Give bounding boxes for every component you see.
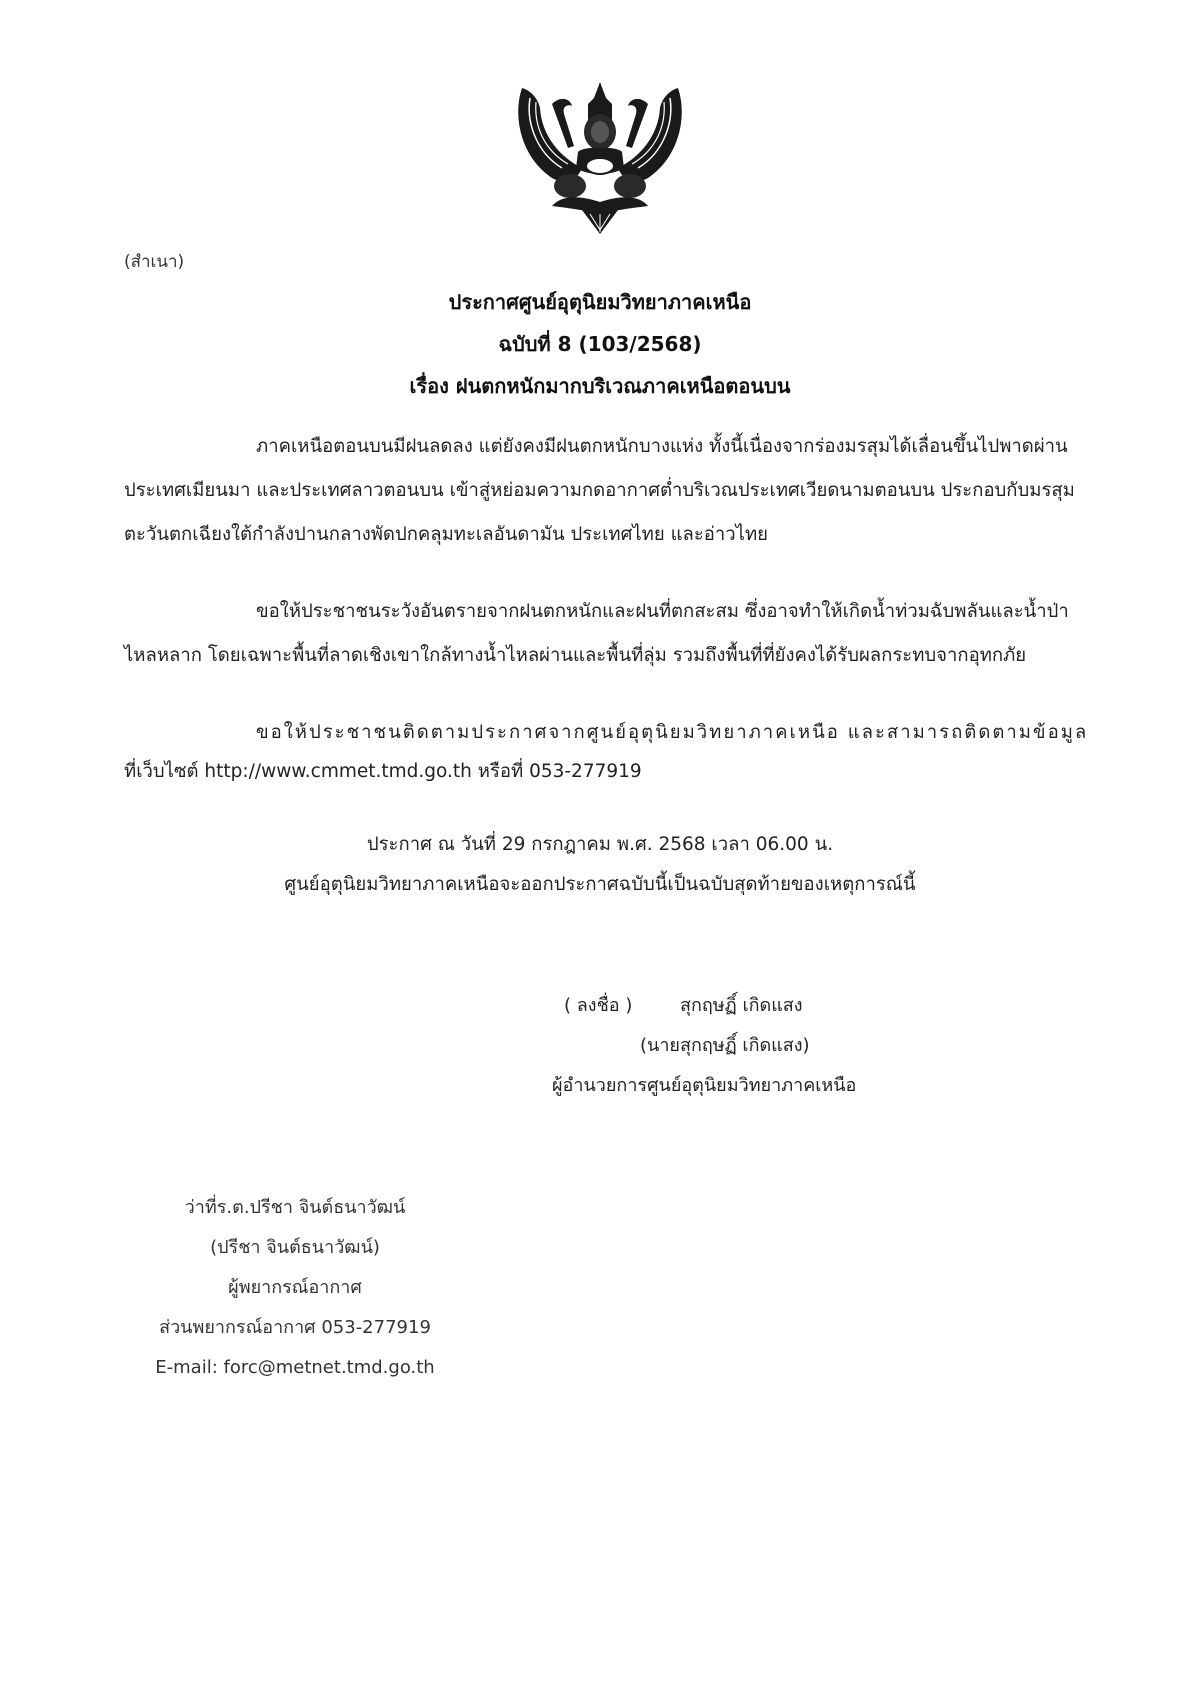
paragraph-1-line-2: ประเทศเมียนมา และประเทศลาวตอนบน เข้าสู่หย่อมความกดอากาศต่ำบริเวณประเทศเวียดนามตอนบน ประกอบกับมรสุม <box>124 480 1075 501</box>
signed-name: สุกฤษฏิ์ เกิดแสง <box>680 995 803 1016</box>
paragraph-1-line-1: ภาคเหนือตอนบนมีฝนลดลง แต่ยังคงมีฝนตกหนักบางแห่ง ทั้งนี้เนื่องจากร่องมรสุมได้เลื่อนขึ้นไปพาดผ่าน <box>256 436 1068 457</box>
contact-block <box>140 1188 450 1388</box>
paragraph-3-line-1: ขอให้ประชาชนติดตามประกาศจากศูนย์อุตุนิยมวิทยาภาคเหนือ และสามารถติดตามข้อมูล <box>256 722 1089 743</box>
copy-label: (สำเนา) <box>124 252 185 272</box>
announcement-title: ประกาศศูนย์อุตุนิยมวิทยาภาคเหนือ <box>448 290 752 314</box>
issue-number: ฉบับที่ 8 (103/2568) <box>498 332 702 356</box>
paragraph-2-line-1: ขอให้ประชาชนระวังอันตรายจากฝนตกหนักและฝนที่ตกสะสม ซึ่งอาจทำให้เกิดน้ำท่วมฉับพลันและน้ำป่า <box>256 601 1069 622</box>
paragraph-3-line-2: ที่เว็บไซต์ http://www.cmmet.tmd.go.th หรือที่ 053-277919 <box>124 761 642 782</box>
announcement-date: ประกาศ ณ วันที่ 29 กรกฎาคม พ.ศ. 2568 เวลา 06.00 น. <box>366 834 834 855</box>
forecast-department-phone: ส่วนพยากรณ์อากาศ 053-277919 <box>159 1317 431 1338</box>
paragraph-1-line-3: ตะวันตกเฉียงใต้กำลังปานกลางพัดปกคลุมทะเลอันดามัน ประเทศไทย และอ่าวไทย <box>124 524 768 545</box>
paragraph-2-line-2: ไหลหลาก โดยเฉพาะพื้นที่ลาดเชิงเขาใกล้ทางน้ำไหลผ่านและพื้นที่ลุ่ม รวมถึงพื้นที่ที่ยังคงได้รับผลกระทบจากอุทกภัย <box>124 645 1027 666</box>
contact-email: E-mail: forc@metnet.tmd.go.th <box>155 1357 435 1378</box>
forecaster-title-name: ว่าที่ร.ต.ปรีชา จินต์ธนาวัฒน์ <box>184 1197 406 1218</box>
garuda-emblem-icon <box>512 68 688 236</box>
signed-label: ( ลงชื่อ ) <box>564 995 633 1016</box>
forecaster-role: ผู้พยากรณ์อากาศ <box>228 1277 362 1298</box>
signatory-position: ผู้อำนวยการศูนย์อุตุนิยมวิทยาภาคเหนือ <box>552 1075 857 1096</box>
forecaster-name: (ปรีชา จินต์ธนาวัฒน์) <box>210 1237 380 1258</box>
subject-line: เรื่อง ฝนตกหนักมากบริเวณภาคเหนือตอนบน <box>409 374 791 398</box>
final-notice: ศูนย์อุตุนิยมวิทยาภาคเหนือจะออกประกาศฉบับนี้เป็นฉบับสุดท้ายของเหตุการณ์นี้ <box>284 874 916 895</box>
signatory-full-name: (นายสุกฤษฏิ์ เกิดแสง) <box>640 1035 810 1056</box>
